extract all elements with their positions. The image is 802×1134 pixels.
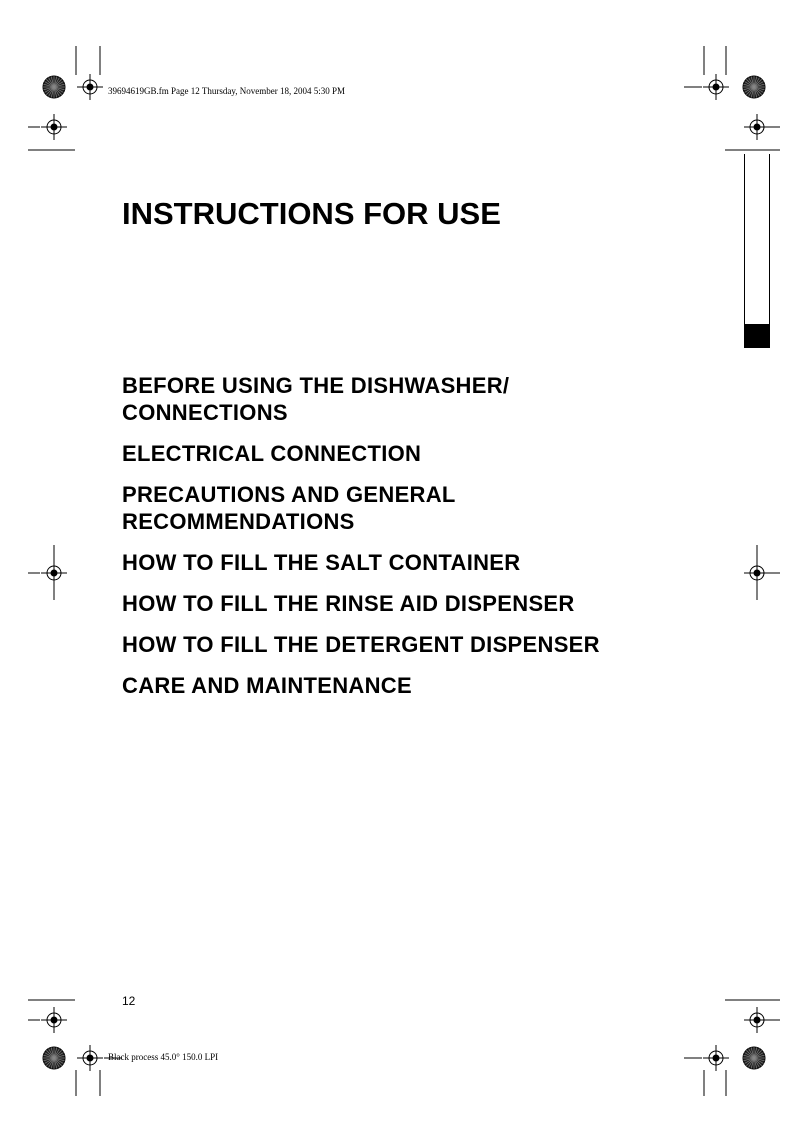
contents-item-line: ELECTRICAL CONNECTION: [122, 441, 422, 466]
page-title: INSTRUCTIONS FOR USE: [122, 196, 501, 231]
contents-item-line: HOW TO FILL THE SALT CONTAINER: [122, 550, 521, 575]
page-number: 12: [122, 994, 136, 1008]
side-tab-outline: [744, 154, 770, 324]
contents-item-line: HOW TO FILL THE RINSE AID DISPENSER: [122, 591, 575, 616]
contents-item: [122, 372, 600, 426]
contents-item: [122, 590, 600, 617]
contents-item-line: BEFORE USING THE DISHWASHER/: [122, 373, 510, 398]
contents-item: [122, 549, 600, 576]
contents-item-line: CARE AND MAINTENANCE: [122, 673, 412, 698]
contents-list: [122, 372, 600, 713]
header-slug: 39694619GB.fm Page 12 Thursday, November 18, 2004 5:30 PM: [108, 86, 345, 96]
footer-slug: Black process 45.0° 150.0 LPI: [108, 1052, 219, 1062]
contents-item-line: PRECAUTIONS AND GENERAL: [122, 482, 456, 507]
contents-item-line: HOW TO FILL THE DETERGENT DISPENSER: [122, 632, 600, 657]
contents-item: [122, 481, 600, 535]
contents-item: [122, 631, 600, 658]
contents-item: [122, 440, 600, 467]
contents-item-line: RECOMMENDATIONS: [122, 509, 355, 534]
side-tab-marker: [744, 324, 770, 348]
contents-item-line: CONNECTIONS: [122, 400, 288, 425]
contents-item: [122, 672, 600, 699]
